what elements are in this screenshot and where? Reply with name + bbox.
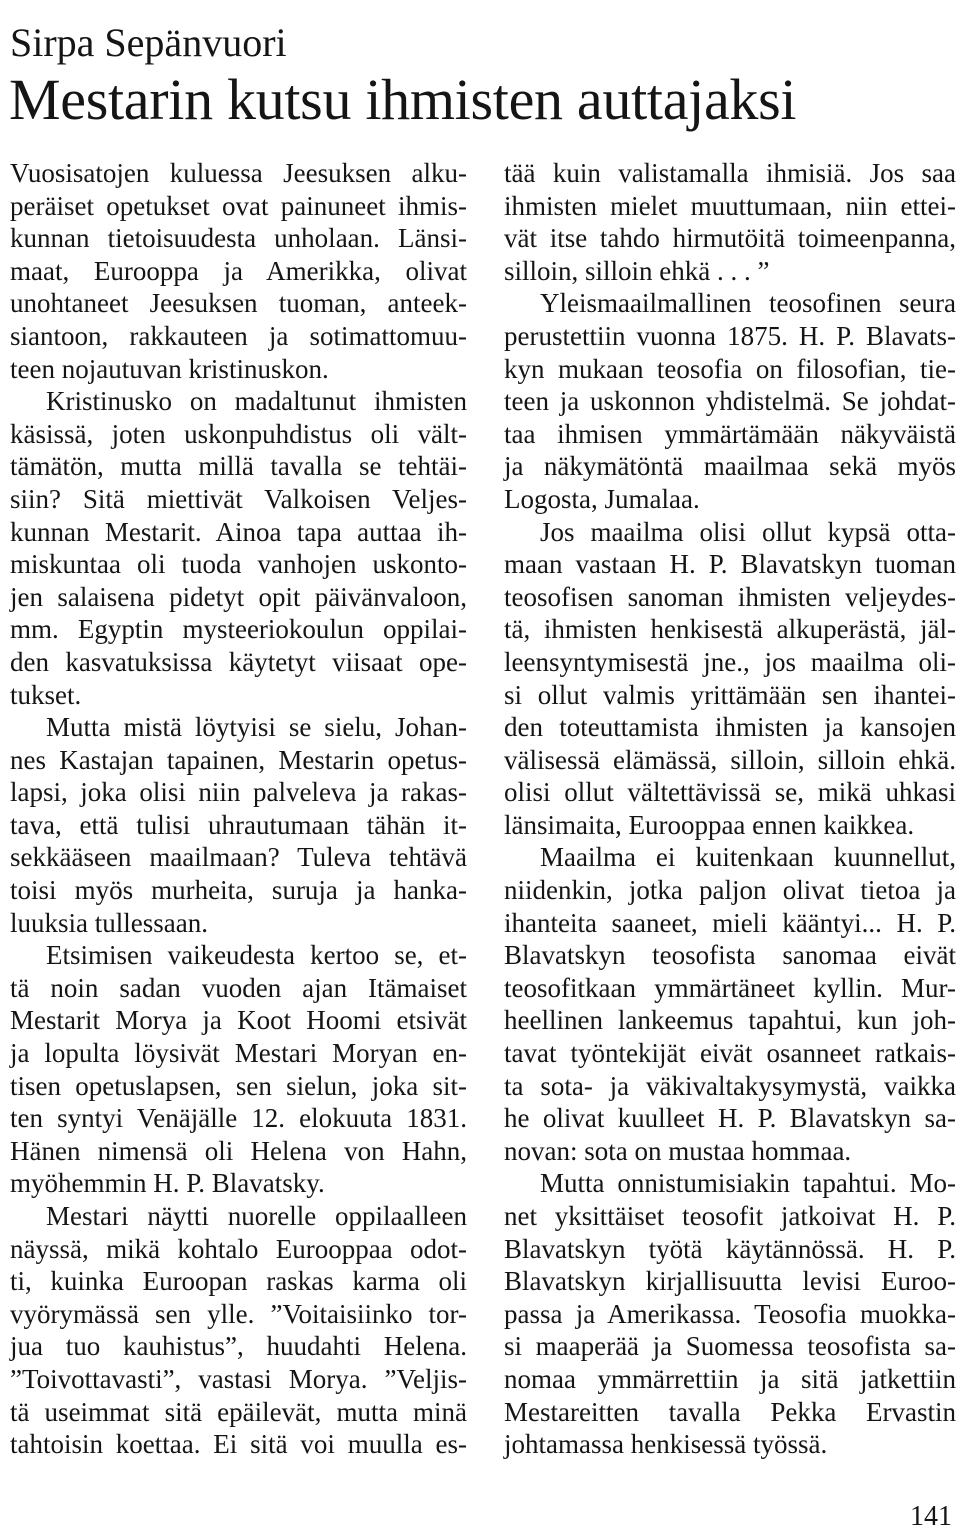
text-line: maan vastaan H. P. Blavatskyn tuoman	[504, 549, 956, 580]
text-line: ja lopulta löysivät Mestari Moryan en-	[10, 1038, 467, 1069]
text-line: passa ja Amerikassa. Teosofia muokka-	[504, 1298, 956, 1329]
paragraph	[504, 287, 956, 515]
paragraph	[10, 711, 467, 939]
text-line: teosofisen sanoman ihmisten veljeydes-	[504, 581, 956, 612]
text-line: den kasvatuksissa käytetyt viisaat ope-	[10, 646, 467, 677]
text-line: siantoon, rakkauteen ja sotimattomuu-	[10, 320, 467, 351]
text-line: tavat työntekijät eivät osanneet ratkais-	[504, 1038, 956, 1069]
text-line: teen ja uskonnon yhdistelmä. Se johdat-	[504, 386, 956, 417]
text-line: Etsimisen vaikeudesta kertoo se, et-	[46, 940, 467, 971]
text-line: tää kuin valistamalla ihmisiä. Jos saa	[504, 158, 956, 188]
text-line: den toteuttamista ihmisten ja kansojen	[504, 712, 956, 743]
text-line: teen nojautuvan kristinuskon.	[10, 353, 329, 384]
text-line: ”Toivottavasti”, vastasi Morya. ”Veljis-	[10, 1363, 467, 1394]
text-line: olisi ollut vältettävissä se, mikä uhkasi	[504, 777, 956, 808]
text-line: nes Kastajan tapainen, Mestarin opetus-	[10, 744, 467, 775]
text-line: lapsi, joka olisi niin palveleva ja rakas-	[10, 777, 467, 808]
text-line: unohtaneet Jeesuksen tuoman, anteek-	[10, 288, 467, 319]
paragraph	[10, 385, 467, 711]
text-line: Vuosisatojen kuluessa Jeesuksen alku-	[10, 158, 467, 188]
text-line: siin? Sitä miettivät Valkoisen Veljes-	[10, 483, 467, 514]
paragraph	[504, 841, 956, 1167]
text-line: miskuntaa oli tuoda vanhojen uskonto-	[10, 549, 467, 580]
text-line: net yksittäiset teosofit jatkoivat H. P.	[504, 1201, 956, 1231]
page-number: 141	[910, 1501, 952, 1532]
text-line: myöhemmin H. P. Blavatsky.	[10, 1168, 325, 1199]
text-line: Mutta onnistumisiakin tapahtui. Mo-	[540, 1168, 956, 1199]
text-line: si maaperää ja Suomessa teosofista sa-	[504, 1331, 956, 1362]
author-name: Sirpa Sepänvuori	[10, 20, 287, 65]
text-line: silloin, silloin ehkä . . . ”	[504, 255, 770, 286]
text-line: maat, Eurooppa ja Amerikka, olivat	[10, 255, 467, 286]
text-line: tä, ihmisten henkisestä alkuperästä, jäl-	[504, 614, 956, 645]
text-line: ti, kuinka Euroopan raskas karma oli	[10, 1266, 467, 1297]
text-line: tahtoisin koettaa. Ei sitä voi muulla es-	[10, 1429, 467, 1460]
text-line: ta sota- ja väkivaltakysymystä, vaikka	[504, 1070, 956, 1101]
text-line: kyn mukaan teosofia on filosofian, tie-	[504, 353, 956, 384]
text-line: Logosta, Jumalaa.	[504, 483, 700, 514]
text-line: he olivat kuulleet H. P. Blavatskyn sa-	[504, 1103, 956, 1134]
paragraph	[504, 1167, 956, 1460]
text-line: käsissä, joten uskonpuhdistus oli vält-	[10, 418, 467, 449]
text-line: Mestari näytti nuorelle oppilaalleen	[46, 1201, 467, 1231]
text-line: tukset.	[10, 679, 82, 710]
text-line: tä useimmat sitä epäilevät, mutta minä	[10, 1396, 467, 1427]
text-line: perustettiin vuonna 1875. H. P. Blavats-	[504, 320, 956, 351]
text-line: ja näkymätöntä maailmaa sekä myös	[504, 451, 956, 482]
text-line: tämätön, mutta millä tavalla se tehtäi-	[10, 451, 467, 482]
text-line: Mestarit Morya ja Koot Hoomi etsivät	[10, 1005, 467, 1036]
text-line: Maailma ei kuitenkaan kuunnellut,	[540, 842, 956, 873]
paragraph	[10, 157, 467, 385]
text-line: tisen opetuslapsen, sen sielun, joka sit-	[10, 1070, 467, 1101]
paragraph	[10, 1200, 467, 1461]
text-line: teosofitkaan ymmärtäneet kyllin. Mur-	[504, 972, 956, 1003]
left-column	[10, 157, 467, 1461]
text-line: Yleismaailmallinen teosofinen seura	[540, 288, 956, 319]
text-line: länsimaita, Eurooppaa ennen kaikkea.	[504, 809, 915, 840]
text-line: tä noin sadan vuoden ajan Itämaiset	[10, 972, 467, 1003]
text-line: jen salaisena pidetyt opit päivänvaloon,	[10, 581, 467, 612]
text-line: näyssä, mikä kohtalo Eurooppaa odot-	[10, 1233, 467, 1264]
text-line: jua tuo kauhistus”, huudahti Helena.	[10, 1331, 467, 1362]
text-line: novan: sota on mustaa hommaa.	[504, 1135, 852, 1166]
article-title: Mestarin kutsu ihmisten auttajaksi	[9, 67, 797, 132]
text-line: taa ihmisen ymmärtämään näkyväistä	[504, 418, 956, 449]
text-line: leensyntymisestä jne., jos maailma oli-	[504, 646, 956, 677]
paragraph	[504, 516, 956, 842]
text-line: välisessä elämässä, silloin, silloin ehkä.	[504, 744, 956, 775]
text-line: vät itse tahdo hirmutöitä toimeenpanna,	[504, 223, 956, 254]
text-line: peräiset opetukset ovat painuneet ihmis-	[10, 190, 467, 221]
text-line: Mutta mistä löytyisi se sielu, Johan-	[46, 712, 467, 743]
text-line: Mestareitten tavalla Pekka Ervastin	[504, 1396, 956, 1427]
text-line: vyörymässä sen ylle. ”Voitaisiinko tor-	[10, 1298, 467, 1329]
text-line: Blavatskyn työtä käytännössä. H. P.	[504, 1233, 956, 1264]
text-line: kunnan tietoisuudesta unholaan. Länsi-	[10, 223, 467, 254]
text-line: johtamassa henkisessä työssä.	[504, 1429, 828, 1460]
text-line: sekkääseen maailmaan? Tuleva tehtävä	[10, 842, 467, 873]
text-line: si ollut valmis yrittämään sen ihantei-	[504, 679, 956, 710]
text-line: Hänen nimensä oli Helena von Hahn,	[10, 1135, 467, 1166]
text-line: kunnan Mestarit. Ainoa tapa auttaa ih-	[10, 516, 467, 547]
text-line: ihanteita saaneet, mieli kääntyi... H. P.	[504, 907, 956, 938]
right-column	[504, 157, 956, 1461]
text-line: toisi myös murheita, suruja ja hanka-	[10, 875, 467, 906]
text-line: heellinen lankeemus tapahtui, kun joh-	[504, 1005, 956, 1036]
text-line: nomaa ymmärrettiin ja sitä jatkettiin	[504, 1363, 956, 1394]
text-line: Blavatskyn teosofista sanomaa eivät	[504, 940, 956, 971]
text-line: niidenkin, jotka paljon olivat tietoa ja	[504, 875, 956, 906]
paragraph	[10, 939, 467, 1200]
text-line: Jos maailma olisi ollut kypsä otta-	[540, 516, 956, 547]
text-line: ten syntyi Venäjälle 12. elokuuta 1831.	[10, 1103, 467, 1134]
text-line: ihmisten mielet muuttumaan, niin ettei-	[504, 190, 956, 221]
text-line: Kristinusko on madaltunut ihmisten	[46, 386, 467, 417]
text-line: Blavatskyn kirjallisuutta levisi Euroo-	[504, 1266, 956, 1297]
text-line: mm. Egyptin mysteeriokoulun oppilai-	[10, 614, 467, 645]
paragraph	[504, 157, 956, 287]
text-line: tava, että tulisi uhrautumaan tähän it-	[10, 809, 467, 840]
text-line: luuksia tullessaan.	[10, 907, 208, 938]
